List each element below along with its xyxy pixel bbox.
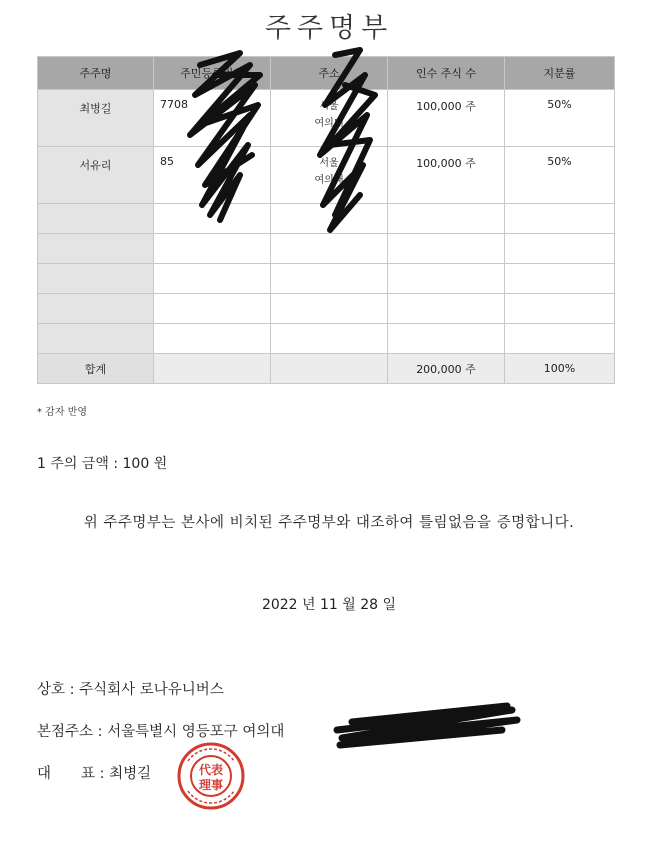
shareholder-name: 최병길	[38, 90, 154, 147]
table-header-row	[38, 57, 615, 90]
company-seal	[176, 741, 246, 811]
svg-text:理事: 理事	[198, 778, 224, 792]
empty-row	[38, 324, 615, 354]
id-number: 7708	[154, 90, 271, 147]
total-label: 합계	[38, 354, 154, 384]
shares: 100,000 주	[388, 90, 505, 147]
empty-row	[38, 204, 615, 234]
representative-label: 대	[37, 766, 52, 782]
table-row	[38, 90, 615, 147]
id-number: 85	[154, 147, 271, 204]
ratio: 50%	[505, 147, 615, 204]
header-shares: 인수 주식 수	[388, 57, 505, 90]
header-ratio: 지분률	[505, 57, 615, 90]
shareholder-register-table	[37, 56, 615, 384]
shareholder-name: 서유리	[38, 147, 154, 204]
total-row	[38, 354, 615, 384]
header-address: 주소	[271, 57, 388, 90]
representative	[37, 762, 151, 783]
total-ratio: 100%	[505, 354, 615, 384]
redaction-scribble-hq	[332, 700, 522, 750]
total-shares: 200,000 주	[388, 354, 505, 384]
price-per-share: 1 주의 금액 : 100 원	[37, 456, 168, 472]
header-id-number: 주민등록번호	[154, 57, 271, 90]
certification-statement: 위 주주명부는 본사에 비치된 주주명부와 대조하여 틀림없음을 증명합니다.	[83, 515, 575, 531]
representative-name: 표 : 최병길	[81, 766, 152, 782]
company-name: 상호 : 주식회사 로나유니버스	[37, 682, 224, 698]
svg-text:代表: 代表	[198, 763, 224, 777]
capital-reduction-note: * 감자 반영	[37, 407, 87, 418]
address: 서울 여의대	[271, 147, 388, 204]
table-row	[38, 147, 615, 204]
empty-row	[38, 294, 615, 324]
document-title: 주주명부	[264, 13, 394, 44]
empty-row	[38, 264, 615, 294]
ratio: 50%	[505, 90, 615, 147]
header-name: 주주명	[38, 57, 154, 90]
empty-row	[38, 234, 615, 264]
shares: 100,000 주	[388, 147, 505, 204]
document-date: 2022 년 11 월 28 일	[261, 597, 397, 613]
head-office-address: 본점주소 : 서울특별시 영등포구 여의대	[37, 724, 285, 740]
address: 서울 여의대	[271, 90, 388, 147]
